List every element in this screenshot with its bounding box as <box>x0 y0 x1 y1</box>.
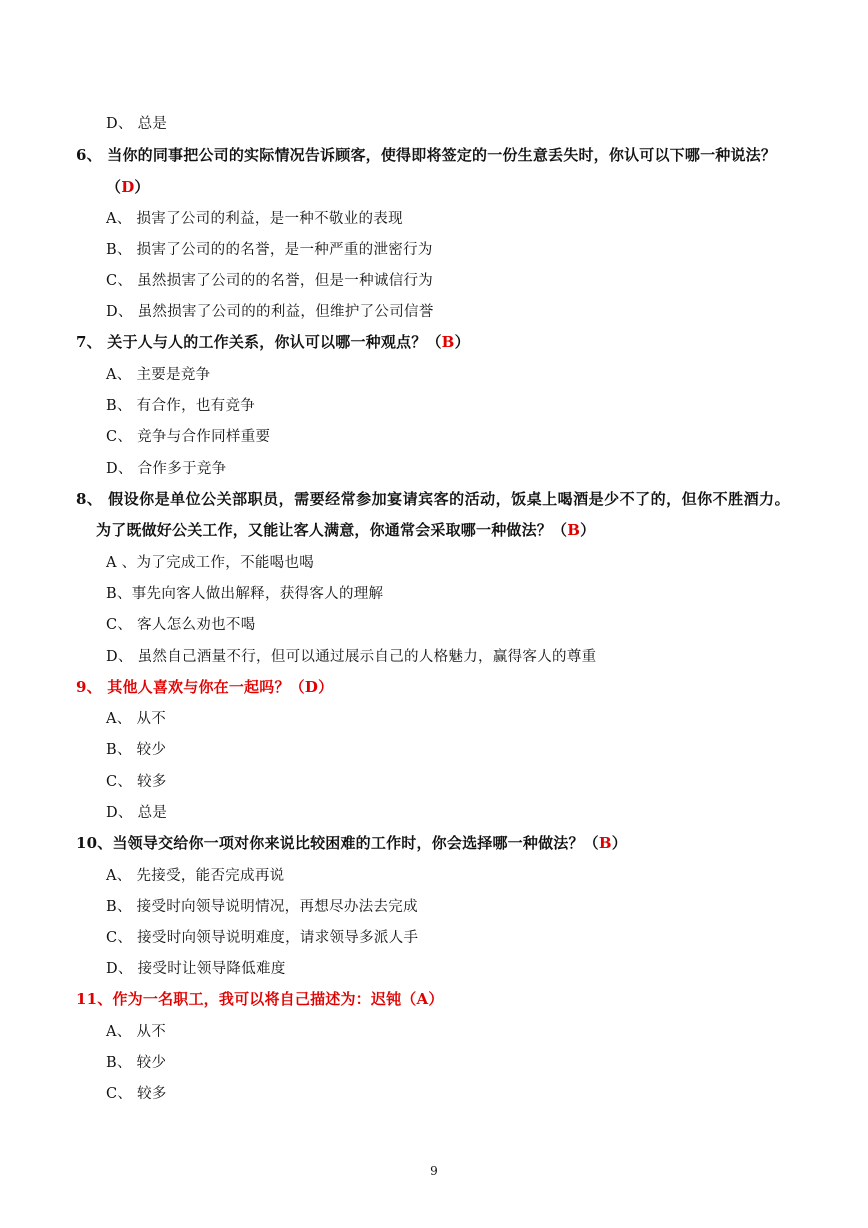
q10-option-a: A、 先接受，能否完成再说 <box>106 868 285 884</box>
question-6-answer: （D） <box>106 178 150 196</box>
q8-option-a: A 、为了完成工作，不能喝也喝 <box>106 555 315 571</box>
q10-option-c: C、 接受时向领导说明难度，请求领导多派人手 <box>106 930 419 946</box>
q7-option-a: A、 主要是竞争 <box>106 367 211 383</box>
q7-option-b: B、 有合作，也有竞争 <box>106 398 256 414</box>
q8-option-d: D、 虽然自己酒量不行，但可以通过展示自己的人格魅力，赢得客人的尊重 <box>106 649 597 665</box>
q11-option-a: A、 从不 <box>106 1024 167 1040</box>
question-9: 9、 其他人喜欢与你在一起吗？（D） <box>76 678 334 696</box>
question-8-line2: 为了既做好公关工作，又能让客人满意，你通常会采取哪一种做法？（B） <box>96 521 596 539</box>
q7-option-c: C、 竞争与合作同样重要 <box>106 429 271 445</box>
q8-option-c: C、 客人怎么劝也不喝 <box>106 617 256 633</box>
q10-option-b: B、 接受时向领导说明情况，再想尽办法去完成 <box>106 899 418 915</box>
question-6-text: 6、 当你的同事把公司的实际情况告诉顾客，使得即将签定的一份生意丢失时，你认可以下哪一种说法？ <box>76 146 777 164</box>
q6-option-a: A、 损害了公司的利益，是一种不敬业的表现 <box>106 211 403 227</box>
question-7-text: 7、 关于人与人的工作关系，你认可以哪一种观点？（ <box>76 333 442 351</box>
q9-option-a: A、 从不 <box>106 711 167 727</box>
answer-letter: B <box>598 834 612 852</box>
q11-option-b: B、 较少 <box>106 1055 167 1071</box>
answer-letter: B <box>441 333 455 351</box>
q11-option-c: C、 较多 <box>106 1086 167 1102</box>
q10-option-d: D、 接受时让领导降低难度 <box>106 961 286 977</box>
page-number: 9 <box>430 1164 438 1178</box>
question-10: 10、当领导交给你一项对你来说比较困难的工作时，你会选择哪一种做法？（B） <box>76 834 627 852</box>
q7-option-d: D、 合作多于竞争 <box>106 461 227 477</box>
q6-option-b: B、 损害了公司的的名誉，是一种严重的泄密行为 <box>106 242 433 258</box>
answer-letter: B <box>567 521 581 539</box>
q9-option-c: C、 较多 <box>106 774 167 790</box>
q9-option-d: D、 总是 <box>106 805 168 821</box>
question-7: 7、 关于人与人的工作关系，你认可以哪一种观点？（B） <box>76 333 470 351</box>
question-8-line1: 8、 假设你是单位公关部职员，需要经常参加宴请宾客的活动，饭桌上喝酒是少不了的，但你不胜酒力。 <box>76 490 791 508</box>
q8-option-b: B、事先向客人做出解释，获得客人的理解 <box>106 586 384 602</box>
question-6 <box>76 144 776 165</box>
q6-option-d: D、 虽然损害了公司的的利益，但维护了公司信誉 <box>106 304 434 320</box>
answer-letter: D <box>121 178 135 196</box>
q6-option-c: C、 虽然损害了公司的的名誉，但是一种诚信行为 <box>106 273 434 289</box>
option-d-top: D、 总是 <box>106 116 168 132</box>
question-10-text: 10、当领导交给你一项对你来说比较困难的工作时，你会选择哪一种做法？（ <box>76 834 599 852</box>
question-11: 11、作为一名职工，我可以将自己描述为：迟钝（A） <box>76 990 444 1008</box>
q9-option-b: B、 较少 <box>106 742 167 758</box>
